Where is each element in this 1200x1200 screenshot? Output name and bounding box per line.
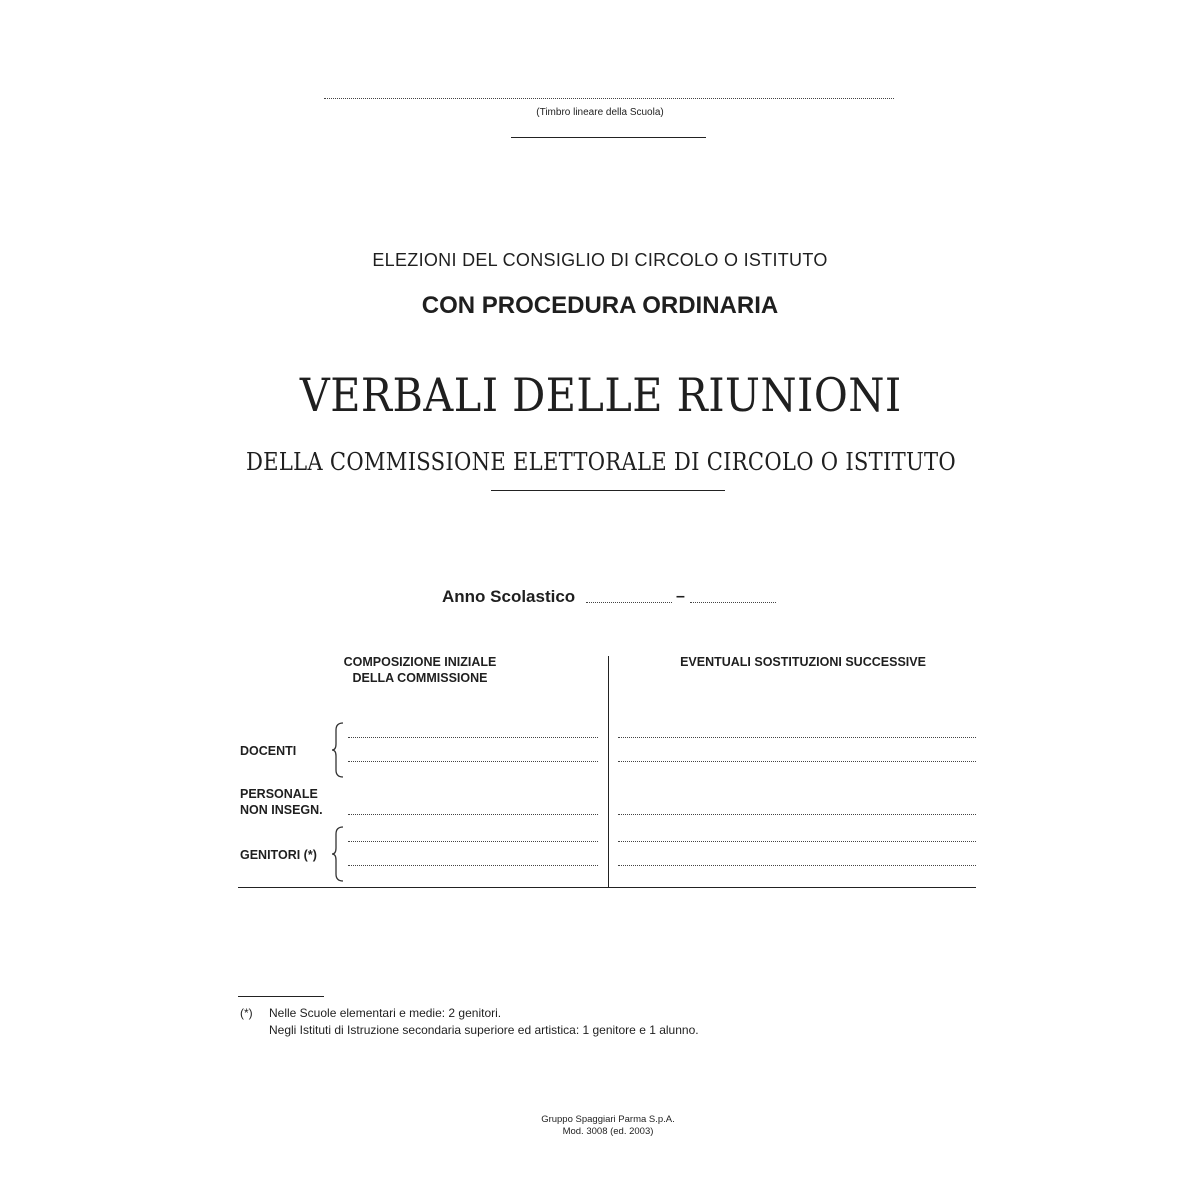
row-label-personale-line1: PERSONALE bbox=[240, 787, 318, 801]
substitutions-header: EVENTUALI SOSTITUZIONI SUCCESSIVE bbox=[680, 655, 926, 669]
docenti-substitution-field-2[interactable] bbox=[618, 761, 976, 762]
publisher-name: Gruppo Spaggiari Parma S.p.A. bbox=[541, 1114, 675, 1125]
personale-initial-field[interactable] bbox=[348, 814, 598, 815]
stamp-label: (Timbro lineare della Scuola) bbox=[536, 107, 664, 118]
school-year-separator: – bbox=[676, 588, 685, 605]
procedure-heading: CON PROCEDURA ORDINARIA bbox=[421, 292, 779, 319]
row-label-personale bbox=[240, 786, 360, 818]
docenti-substitution-field-1[interactable] bbox=[618, 737, 976, 738]
genitori-substitution-field-2[interactable] bbox=[618, 865, 976, 866]
stamp-rule bbox=[511, 137, 706, 138]
document-subtitle: DELLA COMMISSIONE ELETTORALE DI CIRCOLO O ISTITUTO bbox=[245, 448, 956, 476]
column-divider bbox=[608, 656, 609, 888]
row-label-genitori: GENITORI (*) bbox=[240, 848, 317, 862]
school-year-start-field[interactable] bbox=[586, 602, 672, 603]
docenti-brace bbox=[332, 722, 346, 778]
row-label-docenti: DOCENTI bbox=[240, 744, 297, 758]
document-title: VERBALI DELLE RIUNIONI bbox=[299, 368, 902, 422]
genitori-initial-field-1[interactable] bbox=[348, 841, 598, 842]
school-year-label: Anno Scolastico bbox=[442, 587, 576, 606]
table-bottom-rule bbox=[238, 887, 976, 888]
title-rule bbox=[491, 490, 725, 491]
row-label-personale-line2: NON INSEGN. bbox=[240, 803, 323, 817]
initial-composition-header-line1: COMPOSIZIONE INIZIALE bbox=[343, 655, 497, 669]
footnote-marker: (*) bbox=[240, 1006, 253, 1020]
footnote-line-1: Nelle Scuole elementari e medie: 2 genitori. bbox=[269, 1006, 502, 1020]
footnote-rule bbox=[238, 996, 324, 997]
school-year-end-field[interactable] bbox=[690, 602, 776, 603]
initial-composition-header bbox=[300, 654, 540, 686]
genitori-substitution-field-1[interactable] bbox=[618, 841, 976, 842]
personale-substitution-field[interactable] bbox=[618, 814, 976, 815]
stamp-dotted-line bbox=[324, 98, 894, 99]
docenti-initial-field-1[interactable] bbox=[348, 737, 598, 738]
publisher-model: Mod. 3008 (ed. 2003) bbox=[562, 1126, 654, 1137]
genitori-brace bbox=[332, 826, 346, 882]
docenti-initial-field-2[interactable] bbox=[348, 761, 598, 762]
footnote-line-2: Negli Istituti di Istruzione secondaria superiore ed artistica: 1 genitore e 1 alunno. bbox=[269, 1023, 699, 1037]
genitori-initial-field-2[interactable] bbox=[348, 865, 598, 866]
election-heading: ELEZIONI DEL CONSIGLIO DI CIRCOLO O ISTITUTO bbox=[372, 250, 828, 270]
initial-composition-header-line2: DELLA COMMISSIONE bbox=[352, 671, 488, 685]
